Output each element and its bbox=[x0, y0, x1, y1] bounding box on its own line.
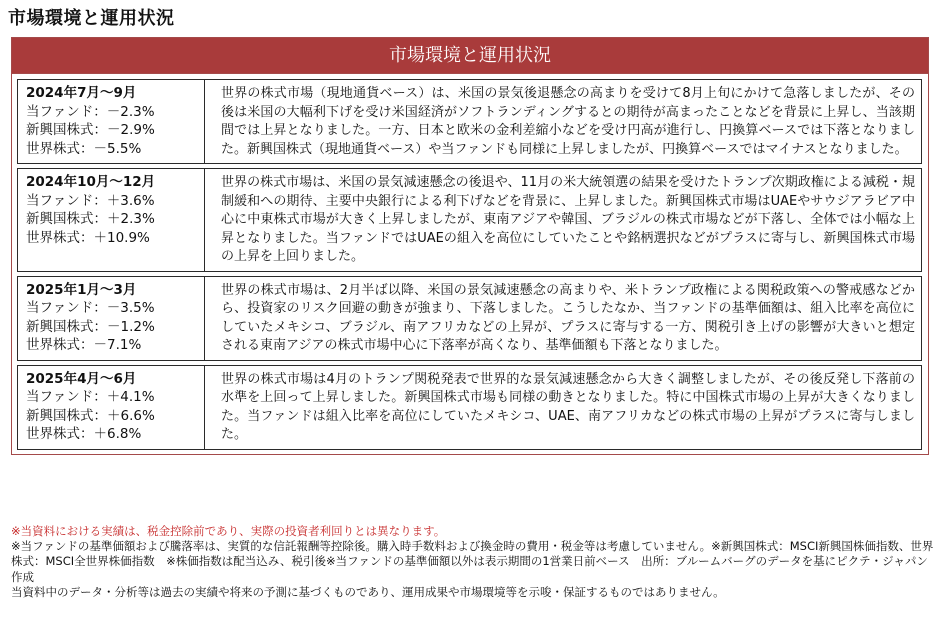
commentary-text: 世界の株式市場（現地通貨ベース）は、米国の景気後退懸念の高まりを受けて8月上旬にかけて急落しましたが、その後は米国の大幅利下げを受け米国経済がソフトランディングするとの期待が高まったことなどを背景に上昇し、当該期間では上昇となりました。一方、日本と欧米の金利差縮小などを受け円高が進行し、円換算ベースでは下落となりました。新興国株式（現地通貨ベース）や当ファンドも同様に上昇しましたが、円換算ベースではマイナスとなりました。 bbox=[204, 80, 921, 163]
page-title: 市場環境と運用状況 bbox=[8, 8, 175, 29]
period-row bbox=[17, 365, 922, 450]
period-label: 2025年1月～3月 bbox=[26, 281, 137, 298]
world-equity-return: 世界株式：－5.5% bbox=[26, 140, 142, 157]
market-table-frame bbox=[11, 37, 929, 455]
fund-return: 当ファンド：＋4.1% bbox=[26, 389, 155, 405]
table-banner-title: 市場環境と運用状況 bbox=[12, 38, 928, 74]
commentary-text: 世界の株式市場は、2月半ば以降、米国の景気減速懸念の高まりや、米トランプ政権による関税政策への警戒感などから、投資家のリスク回避の動きが強まり、下落しました。こうしたなか、当ファンドの基準価額は、組入比率を高位にしていたメキシコ、ブラジル、南アフリカなどの上昇が、プラスに寄与する一方、関税引き上げの影響が大きいと想定される東南アジアの株式市場中心に下落率が高くなり、基準価額も下落となりました。 bbox=[204, 277, 921, 360]
performance-cell bbox=[18, 277, 204, 360]
performance-cell bbox=[18, 366, 204, 449]
em-equity-return: 新興国株式：＋6.6% bbox=[26, 407, 155, 424]
world-equity-return: 世界株式：＋10.9% bbox=[26, 229, 150, 246]
world-equity-return: 世界株式：＋6.8% bbox=[26, 426, 142, 442]
table-body bbox=[12, 74, 928, 454]
period-label: 2025年4月～6月 bbox=[26, 370, 137, 387]
period-label: 2024年10月～12月 bbox=[26, 174, 156, 190]
period-row bbox=[17, 168, 922, 272]
period-row bbox=[17, 79, 922, 164]
fund-return: 当ファンド：－3.5% bbox=[26, 300, 155, 316]
methodology-note: ※当ファンドの基準価額および騰落率は、実質的な信託報酬等控除後。購入時手数料および換金時の費用・税金等は考慮していません。※新興国株式：MSCI新興国株価指数、世界株式：MSCI全世界株価指数 ※株価指数は配当込み、税引後※当ファンドの基準価額以外は表示期間の1営業日前ベース 出所：ブルームバーグのデータを基にピクテ・ジャパン作成 bbox=[11, 539, 934, 584]
disclaimer-note: 当資料中のデータ・分析等は過去の実績や将来の予測に基づくものであり、運用成果や市場環境等を示唆・保証するものではありません。 bbox=[11, 584, 725, 599]
commentary-text: 世界の株式市場は4月のトランプ関税発表で世界的な景気減速懸念から大きく調整しましたが、その後反発し下落前の水準を上回って上昇しました。新興国株式市場も同様の動きとなりました。特に中国株式市場の上昇が大きくなりました。当ファンドは組入比率を高位にしていたメキシコ、UAE、南アフリカなどの株式市場の上昇がプラスに寄与しました。 bbox=[204, 366, 921, 449]
performance-cell bbox=[18, 169, 204, 271]
em-equity-return: 新興国株式：＋2.3% bbox=[26, 211, 155, 227]
period-label: 2024年7月～9月 bbox=[26, 85, 137, 101]
fund-return: 当ファンド：－2.3% bbox=[26, 103, 155, 120]
commentary-text: 世界の株式市場は、米国の景気減速懸念の後退や、11月の米大統領選の結果を受けたトランプ次期政権による減税・規制緩和への期待、主要中央銀行による利下げなどを背景に、上昇しました。新興国株式市場はUAEやサウジアラビア中心に中東株式市場が大きく上昇しましたが、東南アジアや韓国、ブラジルの株式市場などが下落し、全体では小幅な上昇となりました。当ファンドではUAEの組入を高位にしていたことや銘柄選択などがプラスに寄与し、新興国株式市場の上昇を上回りました。 bbox=[204, 169, 921, 271]
em-equity-return: 新興国株式：－1.2% bbox=[26, 318, 155, 335]
fund-return: 当ファンド：＋3.6% bbox=[26, 192, 155, 209]
performance-cell bbox=[18, 80, 204, 163]
footnotes bbox=[11, 524, 936, 600]
disclaimer-red-note: ※当資料における実績は、税金控除前であり、実際の投資者利回りとは異なります。 bbox=[11, 524, 446, 538]
world-equity-return: 世界株式：－7.1% bbox=[26, 337, 142, 353]
em-equity-return: 新興国株式：－2.9% bbox=[26, 122, 155, 138]
period-row bbox=[17, 276, 922, 361]
